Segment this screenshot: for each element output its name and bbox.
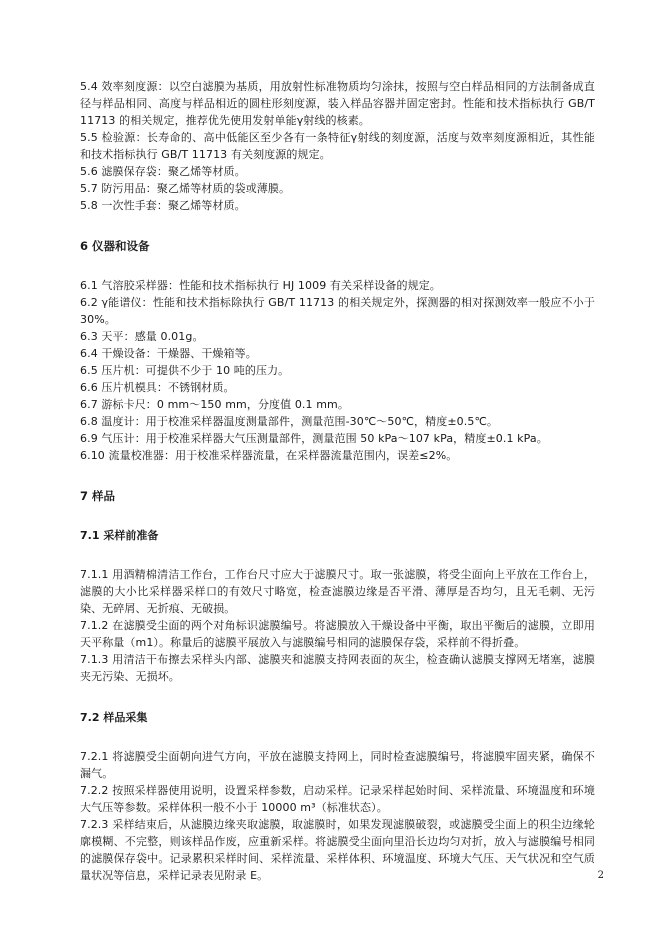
spacer <box>80 505 595 527</box>
spacer <box>80 544 595 566</box>
item-5-8: 5.8 一次性手套：聚乙烯等材质。 <box>80 199 246 212</box>
item-7-2-3: 7.2.3 采样结束后，从滤膜边缘夹取滤膜，取滤膜时，如果发现滤膜破裂，或滤膜受尘面上的积尘边缘轮廓模糊、不完整，则该样品作废，应重新采样。将滤膜受尘面向里沿长边均匀对折，放入与滤膜编号相同的滤膜保存袋中。记录累积采样时间、采样流量、采样体积、环境温度、环境大气压、天气状况和空气质量状况等信息，采样记录表见附录 E。 <box>80 818 595 882</box>
item-6-4: 6.4 干燥设备：干燥器、干燥箱等。 <box>80 347 257 360</box>
item-5-5: 5.5 检验源：长寿命的、高中低能区至少各有一条特征γ射线的刻度源，活度与效率刻度源相近，其性能和技术指标执行 GB/T 11713 有关刻度源的规定。 <box>80 131 595 161</box>
spacer <box>80 214 595 238</box>
item-6-10: 6.10 流量校准器：用于校准采样器流量，在采样器流量范围内，误差≤2%。 <box>80 449 458 462</box>
item-6-6: 6.6 压片机模具：不锈钢材质。 <box>80 381 235 394</box>
item-6-8: 6.8 温度计：用于校准采样器温度测量部件，测量范围-30℃～50℃，精度±0.5℃。 <box>80 415 499 428</box>
item-6-9: 6.9 气压计：用于校准采样器大气压测量部件，测量范围 50 kPa～107 kPa，精度±0.1 kPa。 <box>80 432 548 445</box>
document-page <box>80 78 595 884</box>
item-6-5: 6.5 压片机：可提供不少于 10 吨的压力。 <box>80 364 290 377</box>
section-7-1-heading: 7.1 采样前准备 <box>80 529 159 542</box>
item-7-2-2: 7.2.2 按照采样器使用说明，设置采样参数，启动采样。记录采样起始时间、采样流量、环境温度和环境大气压等参数。采样体积一般不小于 10000 m³（标准状态）。 <box>80 784 595 814</box>
item-7-1-2: 7.1.2 在滤膜受尘面的两个对角标识滤膜编号。将滤膜放入干燥设备中平衡，取出平衡后的滤膜，立即用天平称量（m1）。称量后的滤膜平展放入与滤膜编号相同的滤膜保存袋，采样前不得折叠。 <box>80 619 595 649</box>
item-5-4: 5.4 效率刻度源：以空白滤膜为基质，用放射性标准物质均匀涂抹，按照与空白样品相同的方法制备成直径与样品相同、高度与样品相近的圆柱形刻度源，装入样品容器并固定密封。性能和技术指标执行 GB/T 11713 的相关规定，推荐优先使用发射单能γ射线的核素。 <box>80 80 595 127</box>
item-6-2: 6.2 γ能谱仪：性能和技术指标除执行 GB/T 11713 的相关规定外，探测器的相对探测效率一般应不小于 30%。 <box>80 296 595 326</box>
item-5-6: 5.6 滤膜保存袋：聚乙烯等材质。 <box>80 165 246 178</box>
page-number: 2 <box>597 870 604 881</box>
item-6-3: 6.3 天平：感量 0.01g。 <box>80 330 204 343</box>
item-6-1: 6.1 气溶胶采样器：性能和技术指标执行 HJ 1009 有关采样设备的规定。 <box>80 279 441 292</box>
item-7-2-1: 7.2.1 将滤膜受尘面朝向进气方向，平放在滤膜支持网上，同时检查滤膜编号，将滤膜牢固夹紧，确保不漏气。 <box>80 750 595 780</box>
spacer <box>80 255 595 277</box>
spacer <box>80 726 595 748</box>
item-5-7: 5.7 防污用品：聚乙烯等材质的袋或薄膜。 <box>80 182 291 195</box>
item-7-1-3: 7.1.3 用清洁干布擦去采样头内部、滤膜夹和滤膜支持网表面的灰尘，检查确认滤膜支撑网无堵塞，滤膜夹无污染、无损坏。 <box>80 653 595 683</box>
item-7-1-1: 7.1.1 用酒精棉清洁工作台，工作台尺寸应大于滤膜尺寸。取一张滤膜，将受尘面向上平放在工作台上，滤膜的大小比采样器采样口的有效尺寸略宽，检查滤膜边缘是否平滑、薄厚是否均匀，且无毛刺、无污染、无碎屑、无折痕、无破损。 <box>80 568 595 615</box>
spacer <box>80 685 595 709</box>
section-7-heading: 7 样品 <box>80 489 116 503</box>
item-6-7: 6.7 游标卡尺：0 mm～150 mm，分度值 0.1 mm。 <box>80 398 349 411</box>
section-7-2-heading: 7.2 样品采集 <box>80 711 148 724</box>
section-6-heading: 6 仪器和设备 <box>80 239 150 253</box>
spacer <box>80 464 595 488</box>
